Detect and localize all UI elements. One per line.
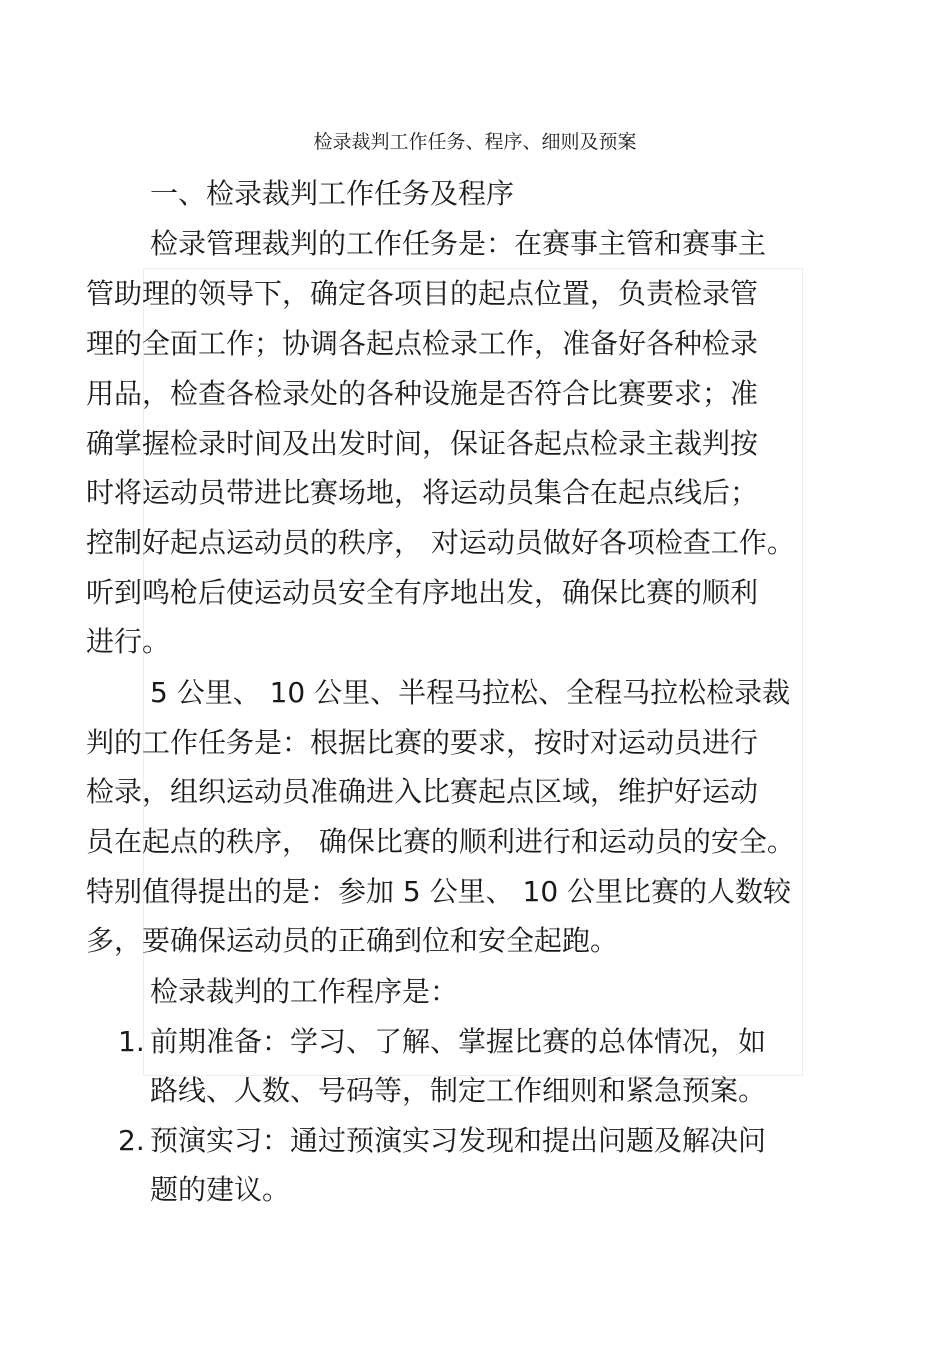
para1-line: 检录管理裁判的工作任务是：在赛事主管和赛事主: [150, 227, 767, 260]
step-number: 1.: [118, 1025, 145, 1058]
para2-line: 5 公里、 10 公里、半程马拉松、全程马拉松检录裁: [150, 676, 791, 709]
para1-line: 理的全面工作；协调各起点检录工作，准备好各种检录: [86, 327, 759, 360]
para1-line: 进行。: [86, 625, 171, 658]
step-line: 预演实习：通过预演实习发现和提出问题及解决问: [150, 1124, 767, 1157]
step-line: 前期准备：学习、了解、掌握比赛的总体情况，如: [150, 1025, 767, 1058]
step-number: 2.: [118, 1124, 145, 1157]
para1-line: 控制好起点运动员的秩序， 对运动员做好各项检查工作。: [86, 526, 795, 559]
para1-line: 管助理的领导下，确定各项目的起点位置，负责检录管: [86, 277, 759, 310]
para2-line: 多，要确保运动员的正确到位和安全起跑。: [86, 924, 619, 957]
para2-line: 特别值得提出的是：参加 5 公里、 10 公里比赛的人数较: [86, 875, 792, 908]
step-line: 题的建议。: [150, 1173, 291, 1206]
para2-line: 检录，组织运动员准确进入比赛起点区域，维护好运动: [86, 775, 759, 808]
document-title: 检录裁判工作任务、程序、细则及预案: [313, 131, 637, 153]
para1-line: 用品，检查各检录处的各种设施是否符合比赛要求；准: [86, 377, 759, 410]
step-line: 路线、人数、号码等，制定工作细则和紧急预案。: [150, 1074, 767, 1107]
para1-line: 时将运动员带进比赛场地，将运动员集合在起点线后；: [86, 476, 759, 509]
para2-line: 判的工作任务是：根据比赛的要求，按时对运动员进行: [86, 726, 759, 759]
para1-line: 确掌握检录时间及出发时间，保证各起点检录主裁判按: [86, 427, 759, 460]
para1-line: 听到鸣枪后使运动员安全有序地出发，确保比赛的顺利: [86, 576, 759, 609]
section-heading: 一、检录裁判工作任务及程序: [150, 177, 515, 210]
para2-line: 员在起点的秩序， 确保比赛的顺利进行和运动员的安全。: [86, 825, 795, 858]
procedure-heading: 检录裁判的工作程序是：: [150, 975, 459, 1008]
